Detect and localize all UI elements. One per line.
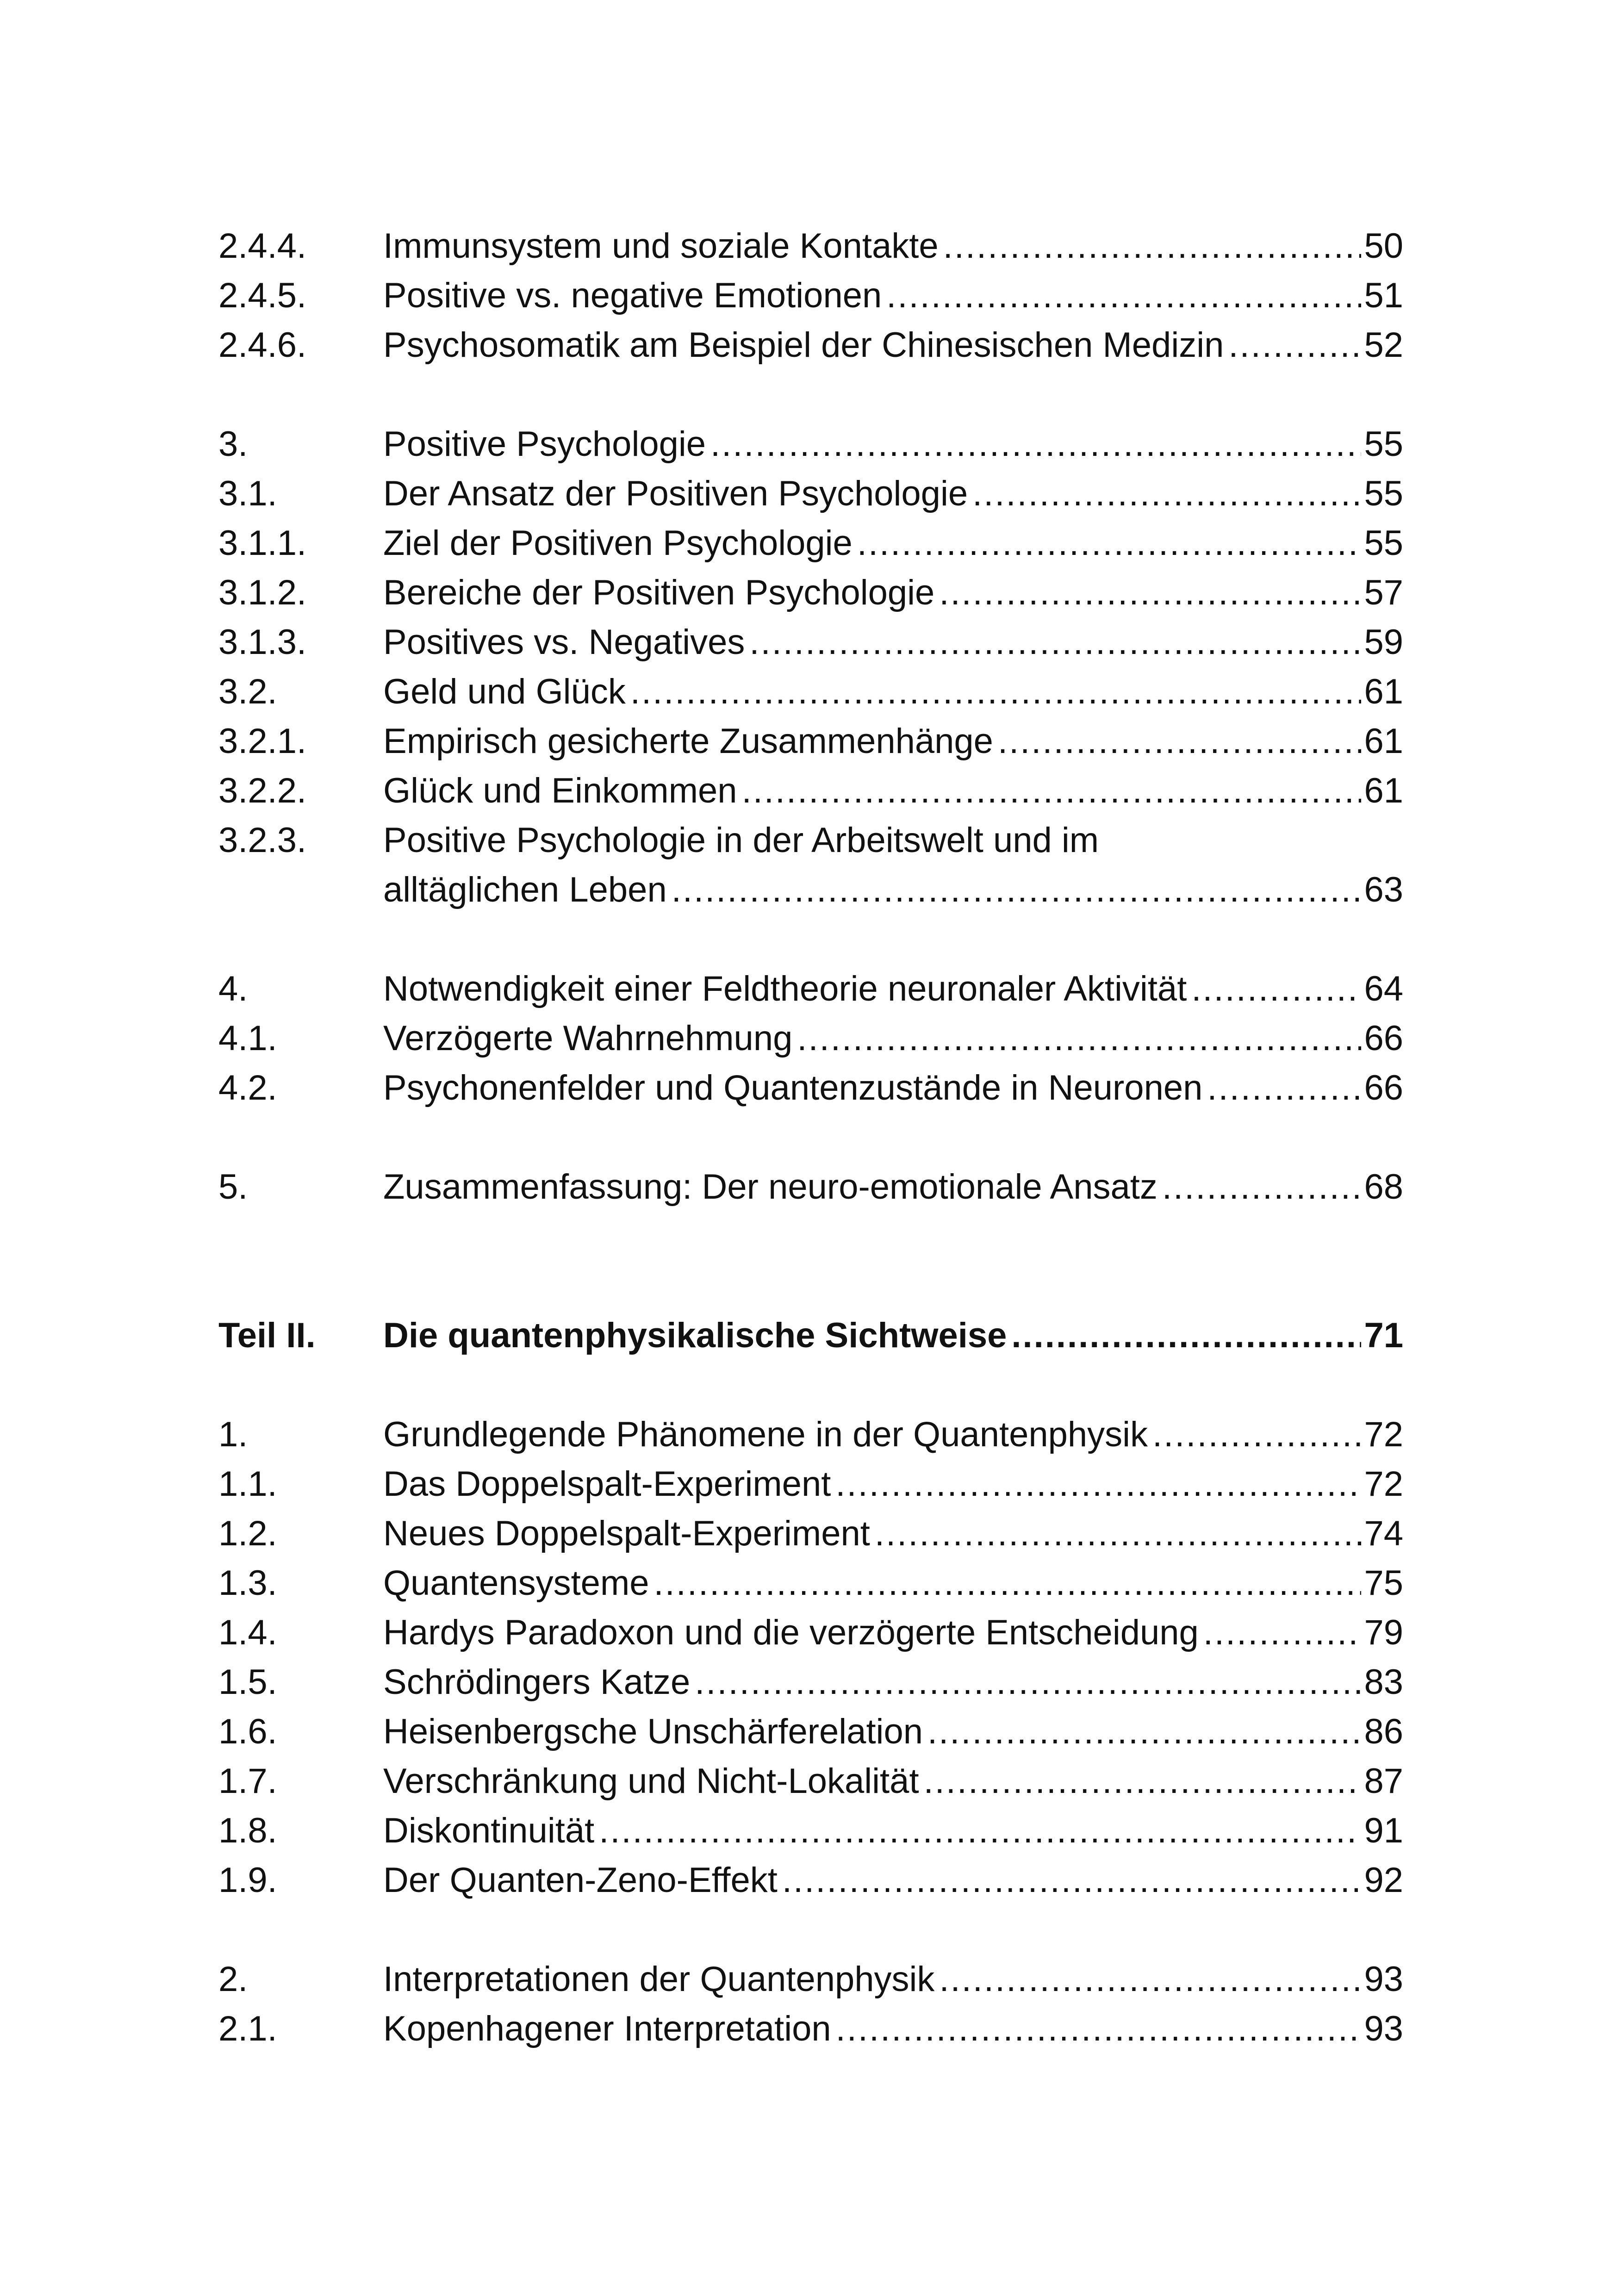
toc-leader-dots	[886, 271, 1361, 320]
toc-entry-page: 83	[1364, 1662, 1403, 1702]
toc-entry-number: 1.9.	[218, 1860, 277, 1900]
toc-entry[interactable]	[218, 617, 1403, 667]
toc-entry-continuation[interactable]	[218, 865, 1403, 915]
toc-leader-dots	[927, 1707, 1361, 1756]
toc-entry[interactable]	[218, 815, 1403, 865]
toc-entry[interactable]	[218, 1162, 1403, 1212]
toc-entry-page: 50	[1364, 226, 1403, 266]
toc-entry[interactable]	[218, 1558, 1403, 1608]
toc-entry-number: 3.1.2.	[218, 573, 307, 612]
toc-entry-number: 3.1.1.	[218, 523, 307, 563]
toc-leader-dots	[749, 617, 1361, 667]
toc-entry-number: 2.4.5.	[218, 276, 307, 315]
toc-leader-dots	[998, 716, 1362, 766]
toc-leader-dots	[1191, 964, 1361, 1014]
toc-leader-dots	[1011, 1311, 1361, 1360]
toc-leader-dots	[835, 1459, 1361, 1509]
toc-entry-number: 3.2.	[218, 672, 277, 711]
toc-entry-title: Das Doppelspalt-Experiment .....	[383, 1459, 1364, 1509]
toc-leader-dots	[939, 568, 1361, 617]
toc-leader-dots	[924, 1756, 1362, 1806]
toc-entry-number: 3.1.3.	[218, 622, 307, 662]
toc-entry-page: 68	[1364, 1167, 1403, 1207]
toc-entry[interactable]	[218, 1855, 1403, 1905]
toc-entry-title: Die quantenphysikalische Sichtweise .....	[383, 1311, 1364, 1360]
toc-entry-title: Neues Doppelspalt-Experiment .....	[383, 1509, 1364, 1558]
toc-entry-page: 66	[1364, 1068, 1403, 1108]
toc-entry-number: 1.6.	[218, 1712, 277, 1751]
toc-entry-page: 63	[1364, 870, 1403, 909]
toc-entry[interactable]	[218, 1608, 1403, 1657]
toc-leader-dots	[630, 667, 1362, 716]
toc-entry-title: Positive vs. negative Emotionen .....	[383, 271, 1364, 320]
toc-leader-dots	[857, 518, 1362, 568]
toc-leader-dots	[939, 1954, 1361, 2004]
toc-leader-dots	[742, 766, 1362, 815]
toc-entry-number: 3.	[218, 424, 248, 464]
toc-entry[interactable]	[218, 320, 1403, 370]
toc-entry-title: Interpretationen der Quantenphysik .....	[383, 1954, 1364, 2004]
toc-entry-title: Heisenbergsche Unschärferelation .....	[383, 1707, 1364, 1756]
toc-entry-number: 1.1.	[218, 1464, 277, 1504]
toc-entry[interactable]	[218, 1509, 1403, 1558]
toc-entry[interactable]	[218, 1014, 1403, 1063]
toc-leader-dots	[1207, 1063, 1361, 1113]
toc-entry-page: 64	[1364, 969, 1403, 1008]
toc-entry[interactable]	[218, 1063, 1403, 1113]
toc-entry[interactable]	[218, 1806, 1403, 1855]
toc-leader-dots	[695, 1657, 1361, 1707]
toc-leader-dots	[1203, 1608, 1362, 1657]
toc-entry-title: Quantensysteme .....	[383, 1558, 1364, 1608]
toc-entry-title: Verzögerte Wahrnehmung .....	[383, 1014, 1364, 1063]
toc-entry-page: 91	[1364, 1811, 1403, 1850]
toc-entry-page: 92	[1364, 1860, 1403, 1900]
toc-entry-number: 1.5.	[218, 1662, 277, 1702]
toc-entry[interactable]	[218, 469, 1403, 518]
toc-entry[interactable]	[218, 1459, 1403, 1509]
toc-entry-title: Geld und Glück .....	[383, 667, 1364, 716]
toc-entry-number: 1.8.	[218, 1811, 277, 1850]
toc-entry-title: Grundlegende Phänomene in der Quantenphysik .....	[383, 1410, 1364, 1459]
toc-entry-page: 93	[1364, 1960, 1403, 1999]
toc-entry-title: Der Quanten-Zeno-Effekt .....	[383, 1855, 1364, 1905]
toc-leader-dots	[1228, 320, 1361, 370]
toc-entry-page: 86	[1364, 1712, 1403, 1751]
toc-entry-number: 4.	[218, 969, 248, 1008]
toc-entry-page: 75	[1364, 1563, 1403, 1603]
toc-entry-page: 55	[1364, 523, 1403, 563]
toc-leader-dots	[836, 2004, 1362, 2053]
toc-entry-page: 61	[1364, 672, 1403, 711]
toc-entry-title: Psychonenfelder und Quantenzustände in Neuronen .....	[383, 1063, 1364, 1113]
toc-entry-number: 1.3.	[218, 1563, 277, 1603]
toc-entry-page: 87	[1364, 1761, 1403, 1801]
toc-leader-dots	[654, 1558, 1362, 1608]
toc-entry[interactable]	[218, 964, 1403, 1014]
toc-entry-page: 72	[1364, 1464, 1403, 1504]
toc-entry-number: 3.1.	[218, 474, 277, 513]
toc-entry-number: 3.2.3.	[218, 821, 307, 860]
toc-entry-number: 1.4.	[218, 1613, 277, 1652]
toc-entry[interactable]	[218, 667, 1403, 716]
toc-entry[interactable]	[218, 1707, 1403, 1756]
toc-entry-title: Der Ansatz der Positiven Psychologie .....	[383, 469, 1364, 518]
toc-entry-title: Zusammenfassung: Der neuro-emotionale Ansatz .....	[383, 1162, 1364, 1212]
toc-entry[interactable]	[218, 419, 1403, 469]
toc-entry[interactable]	[218, 1410, 1403, 1459]
toc-entry-number: 4.2.	[218, 1068, 277, 1108]
toc-entry-number: 2.4.6.	[218, 325, 307, 365]
toc-entry[interactable]	[218, 271, 1403, 320]
toc-entry-page: 52	[1364, 325, 1403, 365]
toc-entry-title: Verschränkung und Nicht-Lokalität .....	[383, 1756, 1364, 1806]
toc-entry-page: 72	[1364, 1415, 1403, 1454]
toc-entry-number: Teil II.	[218, 1316, 316, 1355]
toc-entry-title: Immunsystem und soziale Kontakte .....	[383, 221, 1364, 271]
toc-entry-title-continued: alltäglichen Leben .....	[383, 865, 1364, 915]
table-of-contents	[218, 221, 1403, 2053]
toc-entry-number: 4.1.	[218, 1019, 277, 1058]
toc-leader-dots	[782, 1855, 1362, 1905]
toc-entry-title: Hardys Paradoxon und die verzögerte Entscheidung .....	[383, 1608, 1364, 1657]
toc-entry-title: Empirisch gesicherte Zusammenhänge .....	[383, 716, 1364, 766]
toc-entry-title: Kopenhagener Interpretation .....	[383, 2004, 1364, 2053]
toc-entry-number: 2.	[218, 1960, 248, 1999]
toc-entry-page: 61	[1364, 722, 1403, 761]
toc-entry-page: 51	[1364, 276, 1403, 315]
toc-entry[interactable]	[218, 716, 1403, 766]
toc-entry-page: 93	[1364, 2009, 1403, 2048]
toc-leader-dots	[1162, 1162, 1362, 1212]
toc-entry[interactable]	[218, 1756, 1403, 1806]
toc-entry-page: 59	[1364, 622, 1403, 662]
toc-leader-dots	[972, 469, 1361, 518]
toc-entry-title: Positive Psychologie in der Arbeitswelt und im	[383, 821, 1099, 860]
toc-entry-title: Glück und Einkommen .....	[383, 766, 1364, 815]
toc-leader-dots	[943, 221, 1362, 271]
toc-entry-number: 3.2.1.	[218, 722, 307, 761]
toc-entry-page: 74	[1364, 1514, 1403, 1553]
toc-entry-page: 71	[1364, 1316, 1403, 1355]
toc-entry-page: 61	[1364, 771, 1403, 810]
toc-leader-dots	[797, 1014, 1361, 1063]
toc-entry-page: 79	[1364, 1613, 1403, 1652]
toc-entry[interactable]	[218, 518, 1403, 568]
toc-entry-number: 5.	[218, 1167, 248, 1207]
toc-entry-number: 1.2.	[218, 1514, 277, 1553]
toc-leader-dots	[875, 1509, 1362, 1558]
toc-entry-page: 66	[1364, 1019, 1403, 1058]
toc-entry-number: 3.2.2.	[218, 771, 307, 810]
toc-entry-title: Positives vs. Negatives .....	[383, 617, 1364, 667]
toc-leader-dots	[599, 1806, 1361, 1855]
toc-entry-title: Schrödingers Katze .....	[383, 1657, 1364, 1707]
toc-entry-title: Ziel der Positiven Psychologie .....	[383, 518, 1364, 568]
toc-entry-number: 1.7.	[218, 1761, 277, 1801]
toc-entry[interactable]	[218, 568, 1403, 617]
toc-entry[interactable]	[218, 221, 1403, 271]
toc-entry-title: Notwendigkeit einer Feldtheorie neuronaler Aktivität .....	[383, 964, 1364, 1014]
toc-entry[interactable]	[218, 766, 1403, 815]
toc-entry[interactable]	[218, 1311, 1403, 1360]
toc-entry-page: 55	[1364, 474, 1403, 513]
toc-leader-dots	[710, 419, 1361, 469]
toc-entry[interactable]	[218, 1954, 1403, 2004]
toc-leader-dots	[672, 865, 1362, 915]
toc-entry-title: Bereiche der Positiven Psychologie .....	[383, 568, 1364, 617]
toc-entry-title: Psychosomatik am Beispiel der Chinesischen Medizin .....	[383, 320, 1364, 370]
toc-entry[interactable]	[218, 1657, 1403, 1707]
toc-entry-title: Positive Psychologie .....	[383, 419, 1364, 469]
toc-entry-page: 57	[1364, 573, 1403, 612]
toc-entry[interactable]	[218, 2004, 1403, 2053]
toc-entry-page: 55	[1364, 424, 1403, 464]
toc-entry-title: Diskontinuität .....	[383, 1806, 1364, 1855]
toc-entry-number: 2.1.	[218, 2009, 277, 2048]
toc-leader-dots	[1152, 1410, 1361, 1459]
toc-entry-number: 1.	[218, 1415, 248, 1454]
toc-entry-number: 2.4.4.	[218, 226, 307, 266]
